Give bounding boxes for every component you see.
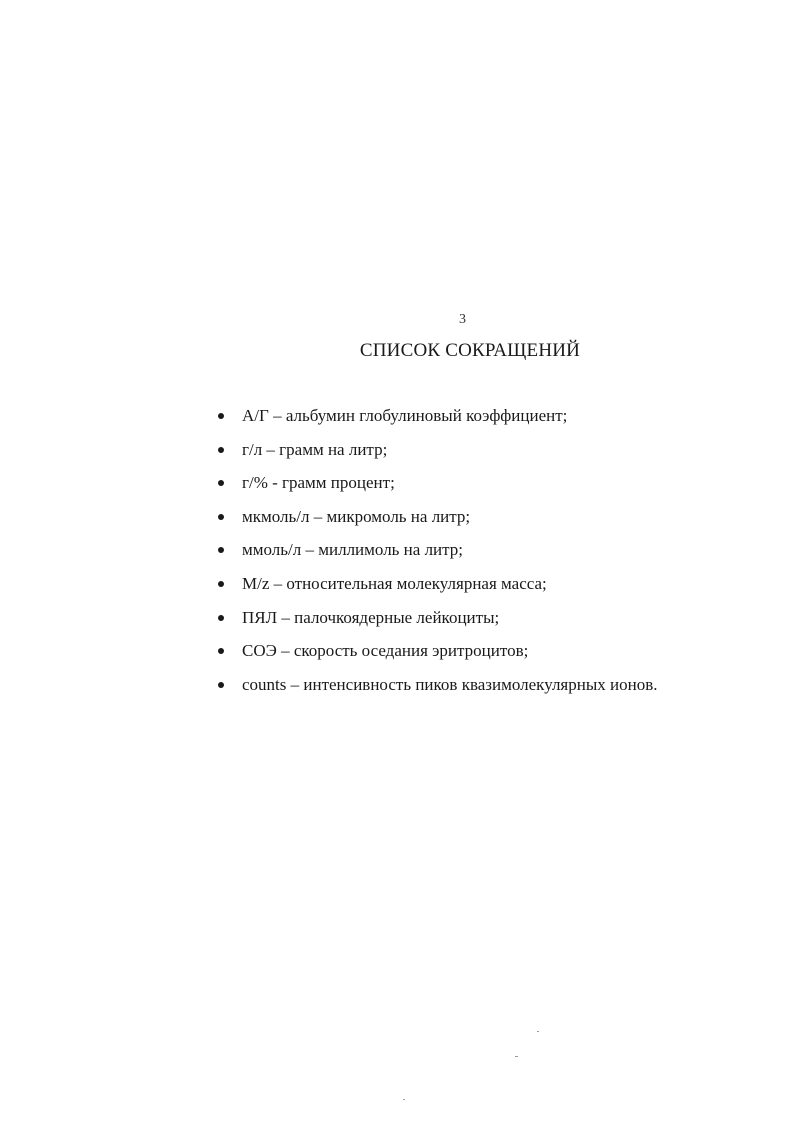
bullet-icon <box>218 581 224 587</box>
page-number: 3 <box>459 312 466 327</box>
bullet-icon <box>218 480 224 486</box>
bullet-icon <box>218 547 224 553</box>
list-item <box>218 471 758 505</box>
abbreviation-text: ПЯЛ – палочкоядерные лейкоциты; <box>242 607 500 627</box>
abbreviation-text: M/z – относительная молекулярная масса; <box>242 573 547 593</box>
abbreviation-text: ммоль/л – миллимоль на литр; <box>242 540 464 560</box>
list-item <box>218 404 758 438</box>
abbreviation-text: мкмоль/л – микромоль на литр; <box>242 506 471 526</box>
list-item <box>218 606 758 640</box>
bullet-icon <box>218 514 224 520</box>
bullet-icon <box>218 648 224 654</box>
abbreviation-list <box>218 404 758 706</box>
list-item <box>218 673 758 707</box>
list-item <box>218 505 758 539</box>
bullet-icon <box>218 447 224 453</box>
bullet-icon <box>218 413 224 419</box>
scan-speck <box>403 1099 405 1100</box>
bullet-icon <box>218 682 224 688</box>
bullet-icon <box>218 615 224 621</box>
list-item <box>218 438 758 472</box>
scan-speck <box>537 1031 539 1032</box>
list-item <box>218 538 758 572</box>
abbreviation-text: counts – интенсивность пиков квазимолекулярных ионов. <box>242 674 658 694</box>
list-item <box>218 572 758 606</box>
abbreviation-text: СОЭ – скорость оседания эритроцитов; <box>242 641 529 661</box>
page-title: СПИСОК СОКРАЩЕНИЙ <box>359 340 581 361</box>
abbreviation-text: г/л – грамм на литр; <box>242 439 388 459</box>
list-item <box>218 639 758 673</box>
abbreviation-text: г/% - грамм процент; <box>242 473 395 493</box>
abbreviation-text: А/Г – альбумин глобулиновый коэффициент; <box>242 406 568 425</box>
scan-speck <box>515 1056 518 1057</box>
